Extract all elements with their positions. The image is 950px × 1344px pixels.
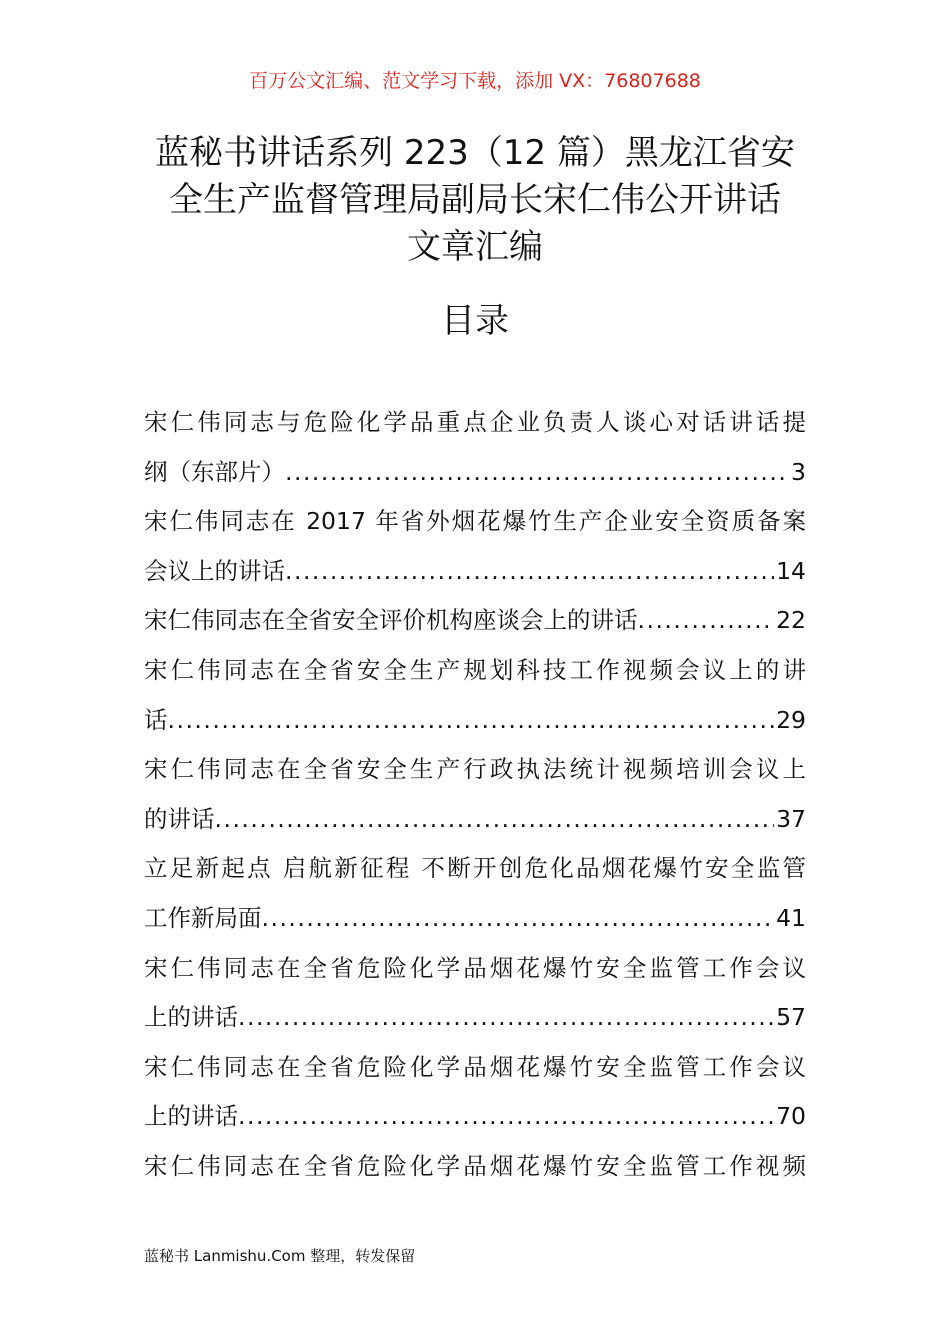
toc-entry-line	[144, 944, 806, 994]
toc-entry-line	[144, 745, 806, 795]
toc-entry[interactable]	[144, 646, 806, 745]
toc-entry-text: 立足新起点 启航新征程 不断开创危化品烟花爆竹安全监管	[144, 854, 806, 883]
toc-dot-leader	[238, 1092, 774, 1142]
toc-page-number: 22	[776, 606, 806, 635]
toc-entry-text: 上的讲话	[144, 1003, 238, 1032]
toc-entry[interactable]	[144, 745, 806, 844]
toc-entry-text: 宋仁伟同志在全省危险化学品烟花爆竹安全监管工作会议	[144, 953, 806, 982]
toc-page-number: 14	[776, 556, 806, 585]
toc-entry-line	[144, 795, 806, 845]
toc-entry-text: 话	[144, 705, 168, 734]
toc-entry[interactable]	[144, 1142, 806, 1192]
toc-entry-line	[144, 398, 806, 448]
toc-dot-leader	[262, 894, 775, 944]
toc-entry-line	[144, 646, 806, 696]
table-of-contents	[144, 398, 806, 1192]
toc-entry-text: 纲（东部片）	[144, 457, 285, 486]
footer-note: 蓝秘书 Lanmishu.Com 整理，转发保留	[144, 1247, 416, 1265]
toc-entry[interactable]	[144, 944, 806, 1043]
toc-entry-text: 会议上的讲话	[144, 556, 285, 585]
title-line: 蓝秘书讲话系列 223（12 篇）黑龙江省安	[155, 133, 795, 173]
toc-entry-line	[144, 1043, 806, 1093]
toc-page-number: 3	[791, 457, 806, 486]
toc-entry-line	[144, 596, 806, 646]
toc-entry[interactable]	[144, 497, 806, 596]
toc-entry-line	[144, 894, 806, 944]
title-line: 全生产监督管理局副局长宋仁伟公开讲话	[169, 180, 781, 220]
toc-entry-text: 宋仁伟同志在全省危险化学品烟花爆竹安全监管工作会议	[144, 1052, 806, 1081]
toc-page-number: 37	[776, 804, 806, 833]
toc-entry-line	[144, 448, 806, 498]
toc-entry-text: 宋仁伟同志在全省危险化学品烟花爆竹安全监管工作视频	[144, 1151, 806, 1180]
toc-dot-leader	[285, 448, 789, 498]
toc-entry[interactable]	[144, 398, 806, 497]
toc-entry[interactable]	[144, 844, 806, 943]
toc-entry-text: 上的讲话	[144, 1102, 238, 1131]
header-note: 百万公文汇编、范文学习下载，添加 VX：76807688	[249, 70, 701, 92]
document-title	[120, 130, 830, 271]
toc-entry-line	[144, 844, 806, 894]
toc-entry-text: 宋仁伟同志与危险化学品重点企业负责人谈心对话讲话提	[144, 408, 806, 436]
toc-dot-leader	[168, 696, 775, 746]
toc-entry[interactable]	[144, 596, 806, 646]
toc-entry-text: 宋仁伟同志在全省安全生产行政执法统计视频培训会议上	[144, 755, 806, 784]
toc-entry-text: 宋仁伟同志在 2017 年省外烟花爆竹生产企业安全资质备案	[144, 507, 806, 536]
toc-entry-line	[144, 497, 806, 547]
toc-dot-leader	[285, 547, 774, 597]
toc-page-number: 57	[776, 1003, 806, 1032]
toc-entry-line	[144, 1092, 806, 1142]
toc-entry-line	[144, 993, 806, 1043]
toc-entry-line	[144, 696, 806, 746]
toc-dot-leader	[238, 993, 774, 1043]
toc-entry-text: 宋仁伟同志在全省安全评价机构座谈会上的讲话	[144, 606, 638, 635]
toc-dot-leader	[638, 596, 775, 646]
toc-dot-leader	[215, 795, 775, 845]
toc-entry-text: 的讲话	[144, 804, 215, 833]
title-line: 文章汇编	[407, 227, 543, 267]
toc-entry-text: 工作新局面	[144, 903, 262, 932]
toc-entry-line	[144, 1142, 806, 1192]
toc-entry-text: 宋仁伟同志在全省安全生产规划科技工作视频会议上的讲	[144, 655, 806, 684]
toc-heading: 目录	[441, 301, 509, 341]
toc-page-number: 29	[776, 705, 806, 734]
toc-entry-line	[144, 547, 806, 597]
toc-page-number: 70	[776, 1102, 806, 1131]
toc-page-number: 41	[776, 903, 806, 932]
toc-entry[interactable]	[144, 1043, 806, 1142]
